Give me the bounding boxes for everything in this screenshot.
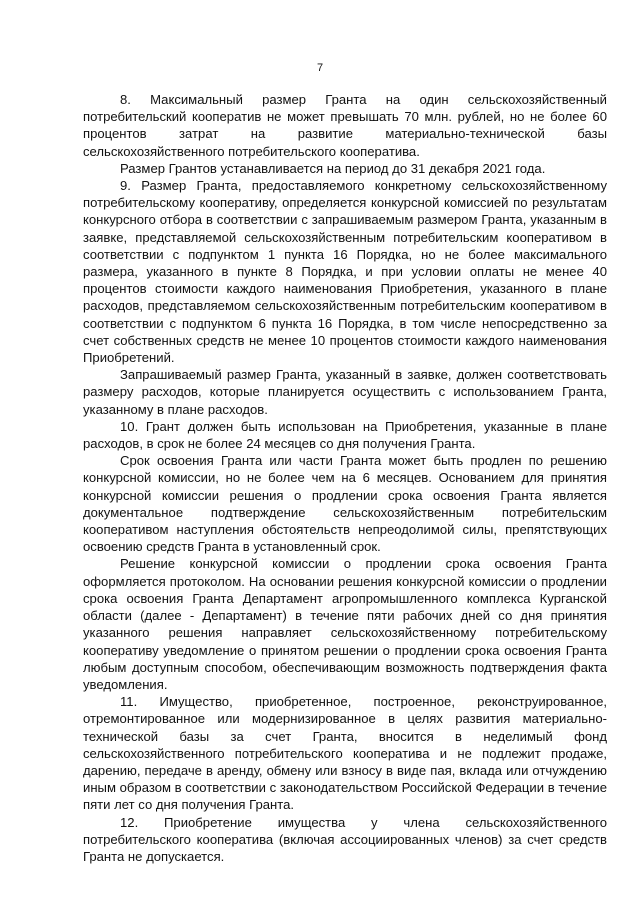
paragraph-extension: Срок освоения Гранта или части Гранта может быть продлен по решению конкурсной комиссии, но не более чем на 6 месяцев. Основанием для принятия конкурсной комиссии решения о продлении срока освоения Гранта является документальное подтверждение сельскохозяйственным потребительским кооперативом наступления обстоятельств непреодолимой силы, препятствующих освоению средств Гранта в установленный срок. (83, 453, 607, 555)
paragraph-11: 11. Имущество, приобретенное, построенное, реконструированное, отремонтированное или модернизированное в целях развития материально-технической базы за счет Гранта, вносится в неделимый фонд сельскохозяйственного потребительского кооператива и не подлежит продаже, дарению, передаче в аренду, обмену или взносу в виде пая, вклада или отчуждению иным образом в соответствии с законодательством Российской Федерации в течение пяти лет со дня получения Гранта. (83, 694, 607, 813)
page-number: 7 (316, 62, 324, 74)
paragraph-8: 8. Максимальный размер Гранта на один сельскохозяйственный потребительский кооператив не может превышать 70 млн. рублей, но не более 60 процентов затрат на развитие материально-технической базы сельскохозяйственного потребительского кооператива. (83, 92, 607, 159)
document-body (83, 91, 607, 865)
paragraph-requested-amount: Запрашиваемый размер Гранта, указанный в заявке, должен соответствовать размеру расходов, которые планируется осуществить с использованием Гранта, указанному в плане расходов. (83, 367, 607, 417)
paragraph-9: 9. Размер Гранта, предоставляемого конкретному сельскохозяйственному потребительскому кооперативу, определяется конкурсной комиссией по результатам конкурсного отбора в соответствии с запрашиваемым размером Гранта, указанным в заявке, представляемой сельскохозяйственным потребительским кооперативом в соответствии с подпунктом 1 пункта 16 Порядка, но не более максимального размера, указанного в пункте 8 Порядка, и при условии оплаты не менее 40 процентов стоимости каждого наименования Приобретения, указанного в плане расходов, представляемом сельскохозяйственным потребительским кооперативом в соответствии с подпунктом 6 пункта 16 Порядка, в том числе непосредственно за счет собственных средств не менее 10 процентов стоимости каждого наименования Приобретений. (83, 178, 607, 366)
paragraph-12: 12. Приобретение имущества у члена сельскохозяйственного потребительского кооператива (включая ассоциированных членов) за счет средств Гранта не допускается. (83, 814, 607, 864)
paragraph-10: 10. Грант должен быть использован на Приобретения, указанные в плане расходов, в срок не более 24 месяцев со дня получения Гранта. (83, 418, 607, 452)
paragraph-grant-period: Размер Грантов устанавливается на период до 31 декабря 2021 года. (120, 160, 546, 176)
paragraph-extension-decision: Решение конкурсной комиссии о продлении срока освоения Гранта оформляется протоколом. На основании решения конкурсной комиссии о продлении срока освоения Гранта Департамент агропромышленного комплекса Курганской области (далее - Департамент) в течение пяти рабочих дней со дня принятия указанного решения направляет сельскохозяйственному потребительскому кооперативу уведомление о принятом решении о продлении срока освоения Гранта любым доступным способом, обеспечивающим возможность подтверждения факта уведомления. (83, 556, 607, 692)
